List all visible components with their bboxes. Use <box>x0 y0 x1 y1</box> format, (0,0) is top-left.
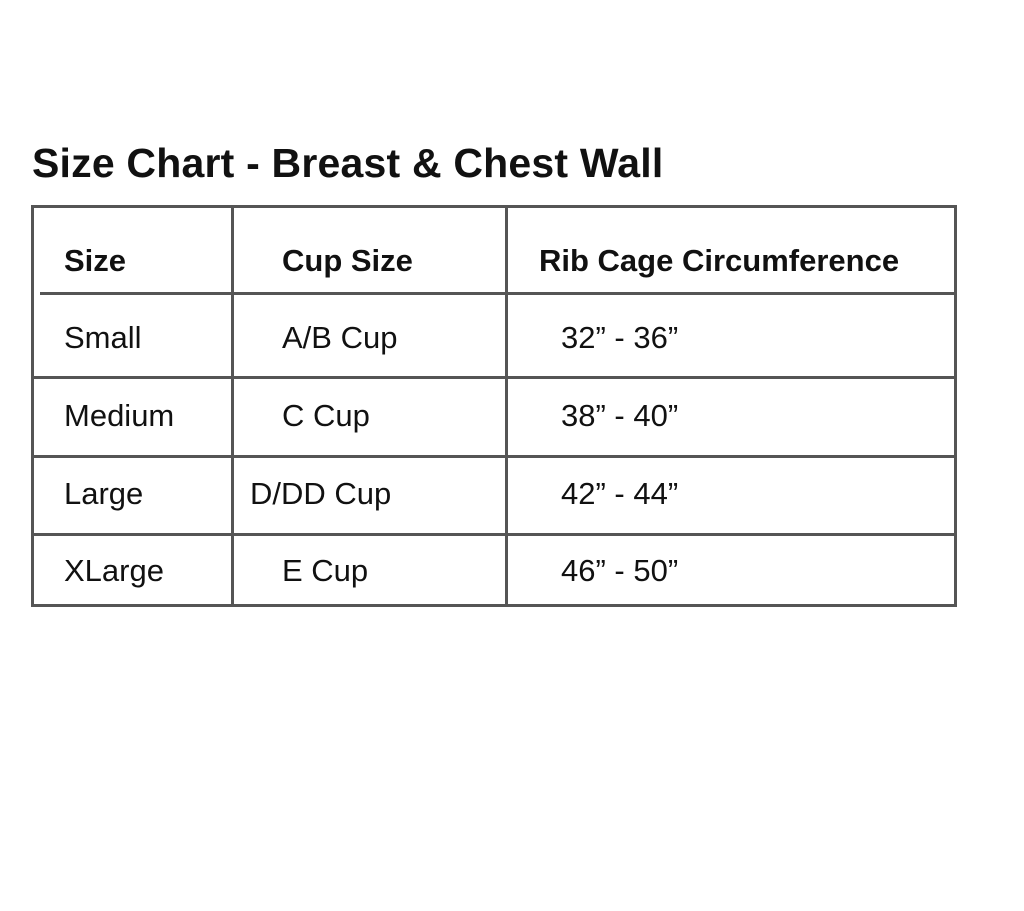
row-divider <box>40 292 954 295</box>
table-cell-circumference: 32” - 36” <box>561 320 679 355</box>
table-cell-circumference: 46” - 50” <box>561 553 679 588</box>
table-cell-circumference: 38” - 40” <box>561 398 679 433</box>
table-cell-size: Small <box>64 320 142 355</box>
row-divider <box>34 376 954 379</box>
table-cell-cup-size: A/B Cup <box>282 320 398 355</box>
size-chart-table <box>31 205 957 607</box>
table-cell-size: XLarge <box>64 553 164 588</box>
column-divider <box>505 208 508 604</box>
table-cell-cup-size: E Cup <box>282 553 369 588</box>
column-divider <box>231 208 234 604</box>
table-cell-size: Medium <box>64 398 175 433</box>
page-title: Size Chart - Breast & Chest Wall <box>32 140 664 186</box>
row-divider <box>34 533 954 536</box>
header-cup-size: Cup Size <box>282 243 413 278</box>
row-divider <box>34 455 954 458</box>
table-cell-size: Large <box>64 476 144 511</box>
header-rib-cage-circumference: Rib Cage Circumference <box>539 243 900 278</box>
table-cell-cup-size: D/DD Cup <box>250 476 392 511</box>
header-size: Size <box>64 243 127 278</box>
table-cell-circumference: 42” - 44” <box>561 476 679 511</box>
table-cell-cup-size: C Cup <box>282 398 370 433</box>
